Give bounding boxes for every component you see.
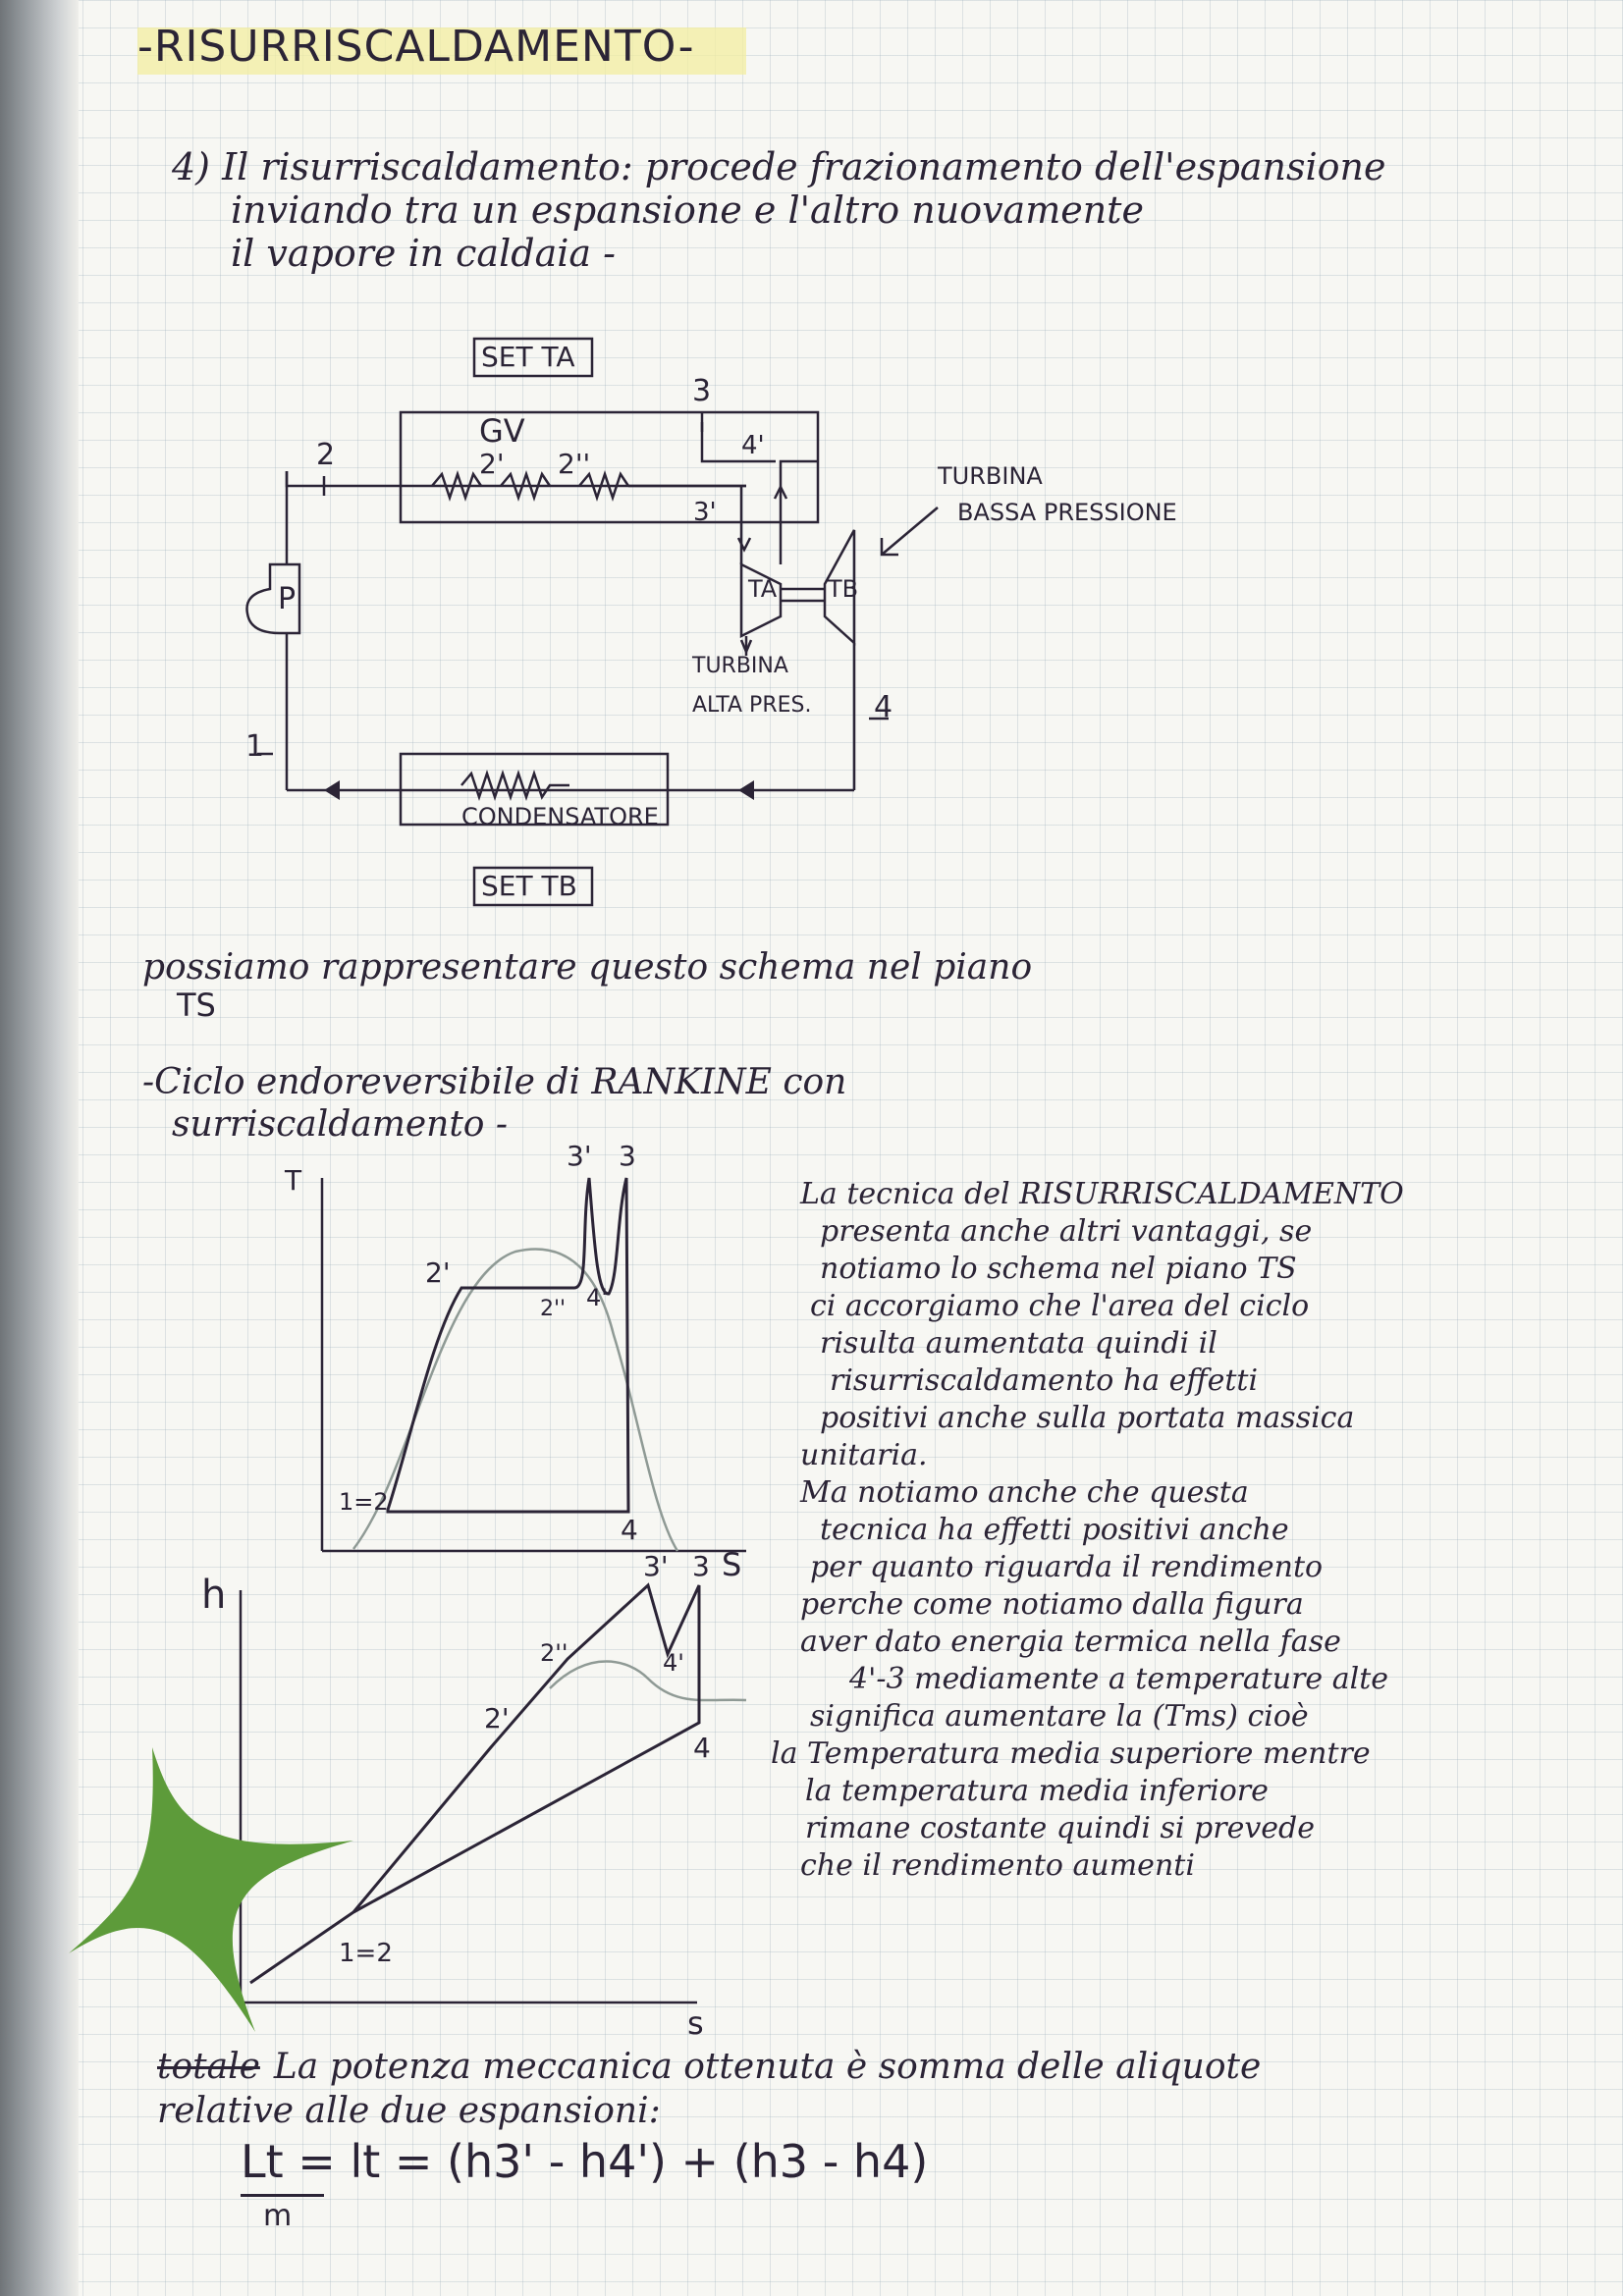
bottom-line-2: relative alle due espansioni: [157,2091,661,2131]
cycle-heading-line-1: -Ciclo endoreversibile di RANKINE con [142,1062,847,1102]
ts-point-2p: 2' [425,1256,451,1289]
intro-line-3: il vapore in caldaia - [231,232,616,275]
note-line: Ma notiamo anche che questa [800,1475,1249,1510]
note-line: la temperatura media inferiore [805,1774,1269,1808]
turbine-ap-label-1: TURBINA [692,654,788,678]
hs-axis-h-label: h [201,1573,227,1618]
note-line: per quanto riguarda il rendimento [810,1550,1324,1584]
bottom-line-1 [157,2047,1261,2087]
hs-point-3p: 3' [643,1550,669,1582]
ts-point-2pp: 2'' [540,1297,567,1321]
formula-denominator: m [263,2199,293,2228]
ts-point-4: 4 [621,1514,638,1546]
ts-intro-line-2: TS [177,987,216,1024]
note-line: positivi anche sulla portata massica [820,1401,1355,1435]
note-line: aver dato energia termica nella fase [800,1625,1341,1659]
cycle-heading-line-2: surriscaldamento - [172,1104,509,1145]
set-tb-label: SET TB [481,870,577,902]
hs-saturation-curve [550,1662,746,1701]
node-4: 4 [874,690,893,724]
ta-label: TA [748,575,778,603]
ts-point-4p: 4' [586,1284,608,1311]
notes-column [771,1176,1404,1885]
hs-point-4: 4 [693,1732,711,1764]
hs-point-1: 1=2 [339,1939,393,1968]
formula-fraction-bar [241,2194,324,2197]
node-2p: 2' [479,448,505,480]
node-1: 1 [245,729,265,764]
node-4p: 4' [741,431,765,460]
turbine-bp-label-1: TURBINA [938,462,1043,490]
hs-point-2pp: 2'' [540,1639,568,1667]
note-line: notiamo lo schema nel piano TS [820,1252,1297,1286]
note-line: ci accorgiamo che l'area del ciclo [810,1289,1310,1323]
note-line: rimane costante quindi si prevede [805,1811,1316,1845]
page-title: -RISURRISCALDAMENTO- [137,22,695,72]
hs-point-3: 3 [692,1550,710,1582]
node-2: 2 [316,438,336,472]
ts-axis-t-label: T [285,1164,302,1197]
turbine-ap-label-2: ALTA PRES. [692,693,812,718]
node-3p: 3' [693,498,717,527]
hs-axis-s-label: S [722,1546,742,1583]
turbine-bp-label-2: BASSA PRESSIONE [957,499,1177,526]
note-line: risurriscaldamento ha effetti [830,1363,1259,1398]
note-line: risulta aumentata quindi il [820,1326,1217,1361]
intro-line-1: 4) Il risurriscaldamento: procede frazionamento dell'espansione [172,145,1386,188]
bottom-line-1-text: La potenza meccanica ottenuta è somma delle aliquote [273,2047,1262,2087]
node-2pp: 2'' [558,448,591,480]
note-line: la Temperatura media superiore mentre [771,1736,1371,1771]
pump-label: P [278,582,297,616]
node-3: 3 [692,374,712,408]
note-line: presenta anche altri vantaggi, se [820,1214,1313,1249]
bottom-struck-word: totale [157,2047,260,2087]
logo-star-icon [59,1737,363,2042]
hs-point-2p: 2' [484,1702,510,1735]
note-line: unitaria. [800,1438,928,1472]
note-line: perche come notiamo dalla figura [800,1587,1304,1622]
note-line: La tecnica del RISURRISCALDAMENTO [800,1177,1404,1211]
condenser-label: CONDENSATORE [461,803,659,830]
note-line: che il rendimento aumenti [800,1848,1195,1883]
note-line: significa aumentare la (Tms) cioè [810,1699,1309,1734]
ts-point-3: 3 [619,1140,636,1172]
note-line: 4'-3 mediamente a temperature alte [849,1662,1389,1696]
ts-point-3p: 3' [567,1140,592,1172]
work-formula: Lt = lt = (h3' - h4') + (h3 - h4) [241,2135,929,2188]
gv-label: GV [479,412,525,450]
ts-intro-line-1: possiamo rappresentare questo schema nel piano [142,947,1033,988]
hs-axis-s-bottom-label: s [687,2004,704,2042]
set-ta-label: SET TA [481,341,575,373]
ts-point-1: 1=2 [339,1488,389,1516]
intro-line-2: inviando tra un espansione e l'altro nuovamente [231,188,1144,232]
tb-label: TB [828,575,859,603]
hs-point-4p: 4' [663,1649,684,1677]
note-line: tecnica ha effetti positivi anche [820,1513,1289,1547]
